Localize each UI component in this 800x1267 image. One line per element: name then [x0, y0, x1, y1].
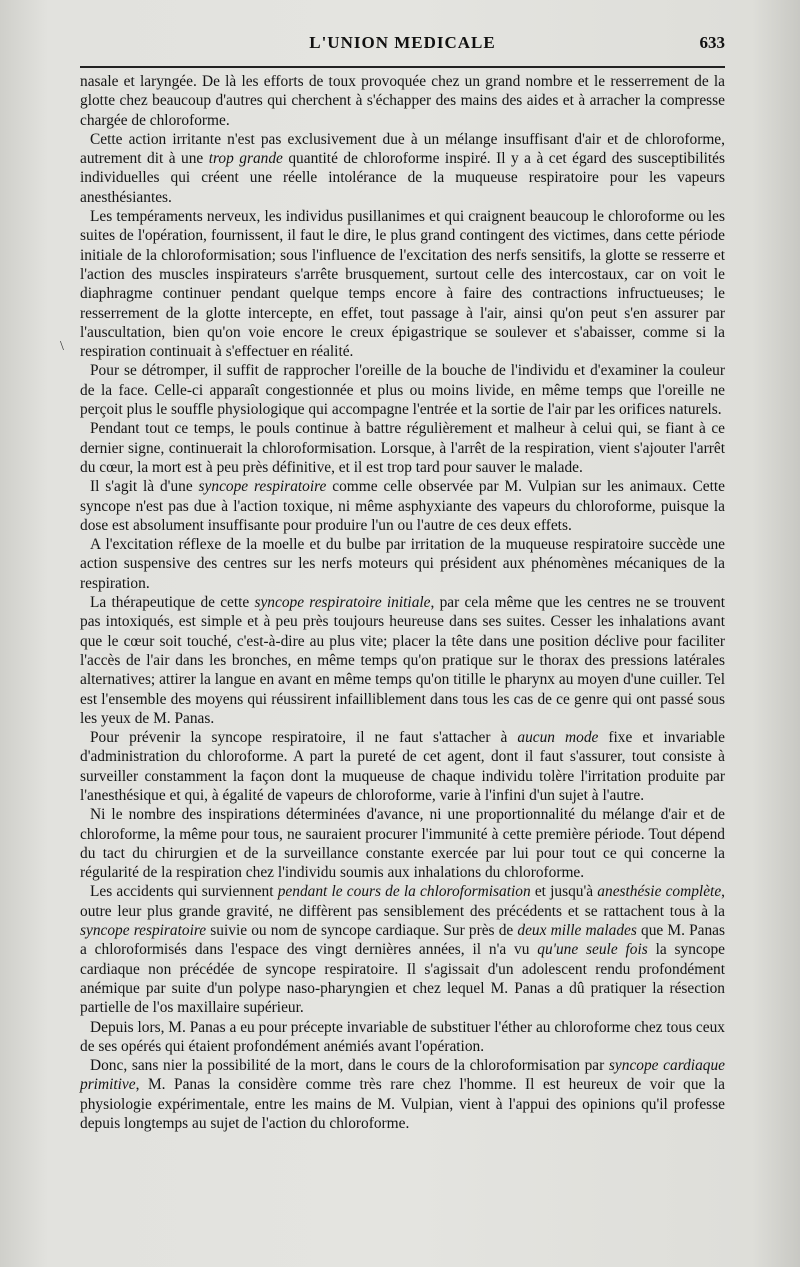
paragraph: [80, 130, 725, 207]
paragraph: [80, 72, 725, 130]
paragraph: [80, 207, 725, 361]
text-run: , outre leur plus grande gravité, ne diffèrent pas sensiblement des précédents et se rattachent tous à la: [80, 883, 726, 920]
page-header: [80, 33, 725, 57]
paragraph: [80, 593, 725, 728]
text-run: fixe et invariable d'administration du chloroforme. A part la pureté de cet agent, dont il faut s'assurer, tout consiste à surveiller constamment la façon dont la muqueuse de chaque individu tolère l'irritation produite par l'anesthésique et qui, à égalité de vapeurs de chloroforme, varie à l'infini d'un sujet à l'autre.: [80, 729, 726, 804]
italic-text: qu'une seule fois: [537, 941, 648, 959]
text-run: A l'excitation réflexe de la moelle et du bulbe par irritation de la muqueuse respiratoire succède une action suspensive des centres sur les nerfs moteurs qui président aux phénomènes mécaniques de la respiration.: [80, 536, 725, 592]
italic-text: aucun mode: [517, 729, 599, 747]
text-run: la syncope cardiaque non précédée de syncope respiratoire. Il s'agissait d'un adolescent rendu profondément anémique par suite d'un polype naso-pharyngien et chez lequel M. Panas a dû pratiquer la résection partielle de l'os maxillaire supérieur.: [80, 941, 725, 1017]
text-run: et jusqu'à: [530, 883, 598, 901]
text-run: Cette action irritante n'est pas exclusivement due à un mélange insuffisant d'air et de chloroforme, autrement dit à une: [80, 130, 725, 168]
italic-text: anesthésie complète: [597, 883, 722, 901]
paragraph: [80, 419, 725, 477]
paragraph: [80, 477, 725, 535]
italic-text: syncope respiratoire: [80, 922, 207, 940]
text-run: Donc, sans nier la possibilité de la mort, dans le cours de la chloroformisation par: [90, 1057, 609, 1075]
header-rule: [80, 66, 725, 68]
paragraph: [80, 728, 725, 805]
text-run: comme celle observée par M. Vulpian sur les animaux. Cette syncope n'est pas due à l'action toxique, ni même asphyxiante des vapeurs du chloroforme, puisque la dose est absolument insuffisante pour produire l'un ou l'autre de ces deux effets.: [80, 478, 725, 534]
text-run: Depuis lors, M. Panas a eu pour précepte invariable de substituer l'éther au chloroforme chez tous ceux de ses opérés qui étaient profondément anémiés avant l'opération.: [80, 1018, 725, 1055]
text-run: Pendant tout ce temps, le pouls continue à battre régulièrement et malheur à celui qui, se fiant à ce dernier signe, continuerait la chloroformisation. Lorsque, à l'arrêt de la respiration, vient s'ajouter l'arrêt du cœur, la mort est à peu près définitive, et il est trop tard pour sauver le malade.: [80, 420, 725, 476]
paragraph: [80, 1018, 725, 1057]
page-number: 633: [699, 33, 725, 52]
italic-text: syncope respiratoire initiale: [254, 594, 431, 612]
text-run: Les tempéraments nerveux, les individus pusillanimes et qui craignent beaucoup le chloroforme ou les suites de l'opération, fournissent, il faut le dire, le plus grand contingent des victimes, dans cette période initiale de la chloroformisation; sous l'influence de l'excitation des nerfs sensitifs, la glotte se resserre et l'action des muscles inspirateurs s'arrête brusquement, surtout celle des intercostaux, car on voit le diaphragme continuer pendant quelque temps encore à faire des contractions infructueuses; le resserrement de la glotte intercepte, en effet, tout passage à l'air, ainsi qu'on peut s'en assurer par l'auscultation, bien qu'on voie encore le creux épigastrique se soulever et s'abaisser, comme si la respiration continuait à s'effectuer en réalité.: [80, 208, 725, 361]
paragraph: [80, 361, 725, 419]
italic-text: pendant le cours de la chloroformisation: [277, 883, 531, 901]
text-run: quantité de chloroforme inspiré. Il y a à cet égard des susceptibilités individuelles qui créent une réelle intolérance de la muqueuse respiratoire pour les vapeurs anesthésiantes.: [80, 150, 725, 206]
text-run: Pour prévenir la syncope respiratoire, il ne faut s'attacher à: [90, 729, 518, 747]
text-run: Il s'agit là d'une: [90, 478, 199, 496]
paragraph: [80, 535, 725, 593]
text-run: Pour se détromper, il suffit de rapprocher l'oreille de la bouche de l'individu et d'examiner la couleur de la face. Celle-ci apparaît congestionnée et plus ou moins livide, en même temps que l'oreille ne perçoit plus le souffle physiologique qui accompagne l'entrée et la sortie de l'air par les orifices naturels.: [80, 362, 725, 419]
article-body: [80, 72, 725, 1133]
italic-text: deux mille malades: [517, 922, 637, 940]
text-run: , par cela même que les centres ne se trouvent pas intoxiqués, est simple et à peu près toujours heureuse dans ses suites. Cesser les inhalations avant que le cœur soit touché, c'est-à-dire au plus vite; placer la tête dans une position déclive pour faciliter l'accès de l'air dans les bronches, en même temps qu'on pratique sur le thorax des pressions latérales alternatives; attirer la langue en avant en même temps qu'on titille le pharynx au moyen d'une cuiller. Tel est l'ensemble des moyens qui réussirent infailliblement dans tous les cas de ce genre qui ont passé sous les yeux de M. Panas.: [80, 594, 725, 727]
running-title: L'UNION MEDICALE: [309, 33, 496, 52]
text-run: suivie ou nom de syncope cardiaque. Sur près de: [206, 922, 518, 940]
italic-text: trop grande: [208, 150, 283, 168]
text-run: La thérapeutique de cette: [90, 594, 255, 612]
text-run: Ni le nombre des inspirations déterminées d'avance, ni une proportionnalité du mélange d'air et de chloroforme, la même pour tous, ne sauraient procurer l'immunité à cette première période. Tout dépend du tact du chirurgien et de la surveillance constante exercée par lui pour tout ce qui concerne la régularité de la respiration chez l'individu soumis aux inhalations du chloroforme.: [80, 806, 725, 882]
text-run: que M. Panas a chloroformisés dans l'espace des vingt dernières années, il n'a vu: [80, 922, 725, 959]
margin-mark: \: [60, 339, 64, 354]
text-run: Les accidents qui surviennent: [90, 883, 278, 901]
italic-text: syncope cardiaque primitive: [80, 1057, 726, 1094]
text-run: , M. Panas la considère comme très rare chez l'homme. Il est heureux de voir que la physiologie expérimentale, entre les mains de M. Vulpian, vient à l'appui des opinions qu'il professe depuis longtemps au sujet de l'action du chloroforme.: [80, 1076, 725, 1133]
italic-text: syncope respiratoire: [198, 478, 327, 496]
text-run: nasale et laryngée. De là les efforts de toux provoquée chez un grand nombre et le resserrement de la glotte chez beaucoup d'autres qui cherchent à s'échapper des mains des aides et à arracher la compresse chargée de chloroforme.: [80, 73, 725, 129]
paragraph: [80, 882, 725, 1017]
paragraph: [80, 805, 725, 882]
paragraph: [80, 1056, 725, 1133]
